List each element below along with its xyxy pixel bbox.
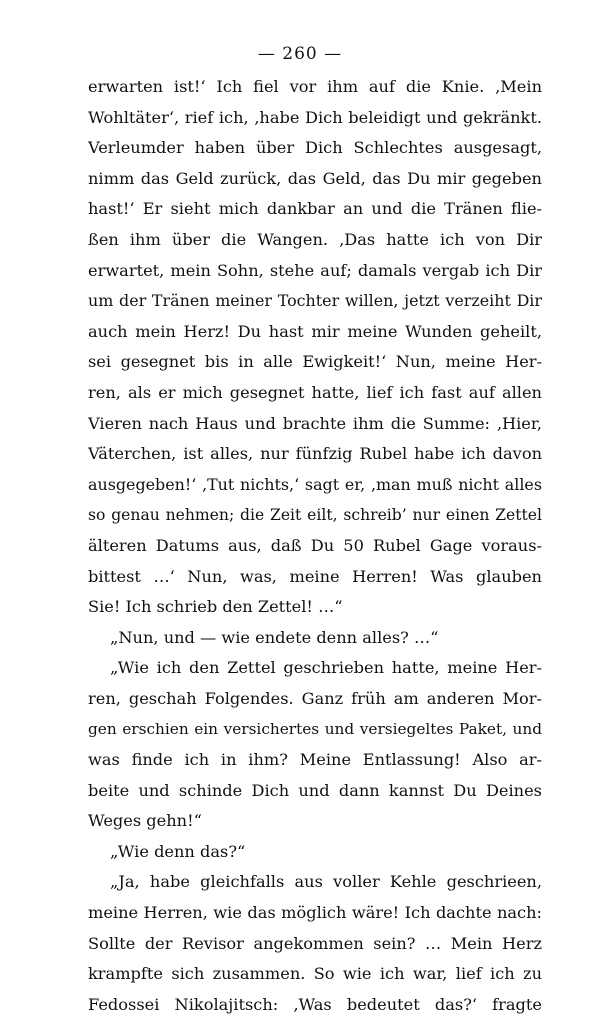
text-line: nimm das Geld zurück, das Geld, das Du mir gegeben xyxy=(88,168,542,188)
text-line: „Nun, und — wie endete denn alles? …“ xyxy=(110,627,439,647)
text-line: bittest …‘ Nun, was, meine Herren! Was glauben xyxy=(88,566,542,586)
text-line: hast!‘ Er sieht mich dankbar an und die Tränen flie- xyxy=(88,199,542,219)
text-line: so genau nehmen; die Zeit eilt, schreib’ nur einen Zettel xyxy=(88,506,542,525)
text-line: Wohltäter‘, rief ich, ‚habe Dich beleidigt und gekränkt. xyxy=(88,107,542,127)
text-line: um der Tränen meiner Tochter willen, jetzt verzeiht Dir xyxy=(88,291,542,311)
text-line: krampfte sich zusammen. So wie ich war, lief ich zu xyxy=(88,964,542,984)
text-line: beite und schinde Dich und dann kannst Du Deines xyxy=(88,780,542,800)
text-line: „Ja, habe gleichfalls aus voller Kehle geschrieen, xyxy=(110,872,542,892)
text-line: erwartet, mein Sohn, stehe auf; damals vergab ich Dir xyxy=(88,260,542,280)
text-line: „Wie ich den Zettel geschrieben hatte, meine Her- xyxy=(110,658,542,678)
text-line: auch mein Herz! Du hast mir meine Wunden geheilt, xyxy=(88,321,542,341)
text-line: Sie! Ich schrieb den Zettel! …“ xyxy=(88,597,343,617)
text-line: gen erschien ein versichertes und versiegeltes Paket, und xyxy=(88,720,542,739)
text-line: was finde ich in ihm? Meine Entlassung! Also ar- xyxy=(88,750,542,770)
text-line: Vieren nach Haus und brachte ihm die Summe: ‚Hier, xyxy=(88,413,542,433)
text-line: Fedossei Nikolajitsch: ‚Was bedeutet das?‘ fragte xyxy=(88,994,542,1014)
text-line: ßen ihm über die Wangen. ‚Das hatte ich von Dir xyxy=(88,229,542,249)
text-line: Verleumder haben über Dich Schlechtes ausgesagt, xyxy=(88,138,542,158)
text-line: erwarten ist!‘ Ich fiel vor ihm auf die Knie. ‚Mein xyxy=(88,77,542,96)
text-line: ren, als er mich gesegnet hatte, lief ich fast auf allen xyxy=(88,382,542,402)
text-line: Weges gehn!“ xyxy=(88,811,202,831)
text-line: ausgegeben!‘ ‚Tut nichts,‘ sagt er, ‚man muß nicht alles xyxy=(88,474,542,494)
text-line: Väterchen, ist alles, nur fünfzig Rubel habe ich davon xyxy=(88,444,542,464)
text-line: ren, geschah Folgendes. Ganz früh am anderen Mor- xyxy=(88,688,542,708)
text-line: sei gesegnet bis in alle Ewigkeit!‘ Nun, meine Her- xyxy=(88,352,542,372)
body-text xyxy=(88,72,542,1020)
text-line: „Wie denn das?“ xyxy=(110,841,246,861)
text-line: meine Herren, wie das möglich wäre! Ich dachte nach: xyxy=(88,903,542,923)
page-number: — 260 — xyxy=(257,44,343,64)
text-line: Sollte der Revisor angekommen sein? … Mein Herz xyxy=(88,933,542,953)
text-line: älteren Datums aus, daß Du 50 Rubel Gage voraus- xyxy=(88,535,542,555)
